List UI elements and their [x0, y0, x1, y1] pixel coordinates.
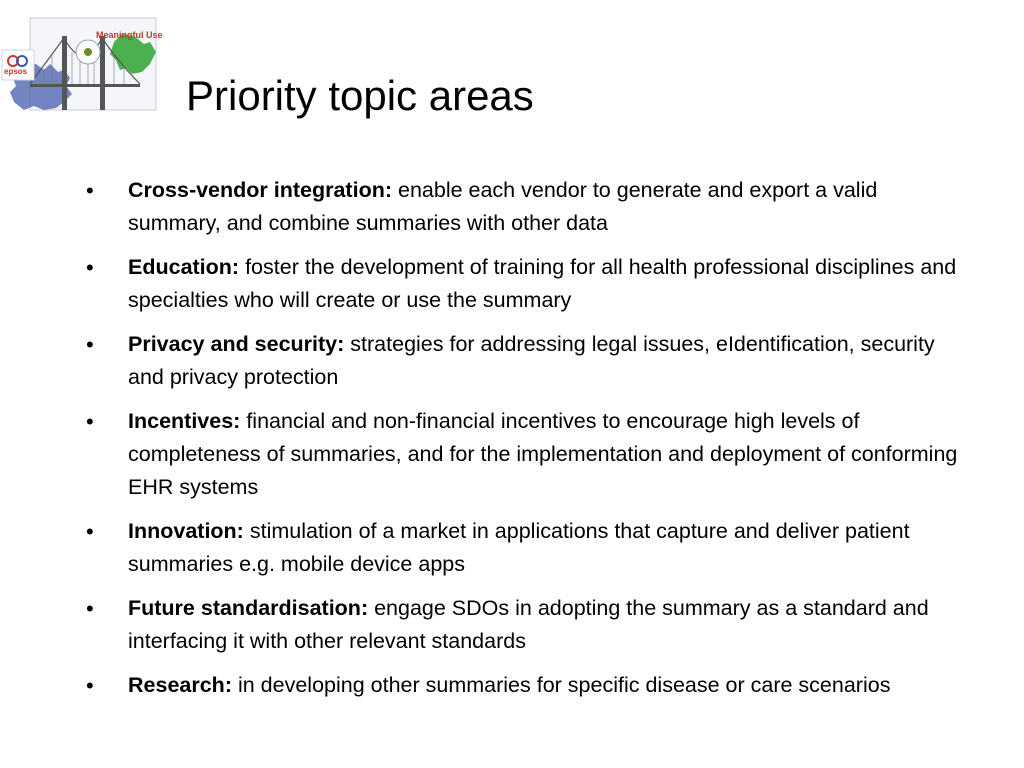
bridge-tower-left [62, 36, 67, 110]
bridge-deck [30, 84, 140, 87]
bullet-text: foster the development of training for all health professional disciplines and specialties who will create or use the summary [128, 255, 957, 312]
bullet-item [0, 592, 958, 658]
bullet-dot-icon: • [86, 409, 94, 434]
slide-title: Priority topic areas [186, 72, 534, 119]
meaningful-use-label: Meaningful Use [96, 30, 163, 40]
epsos-label: epsos [4, 67, 28, 76]
bullet-dot-icon: • [86, 519, 94, 544]
bullet-item [0, 251, 958, 317]
bullet-dot-icon: • [86, 673, 94, 698]
bullet-term: Research: [128, 673, 232, 697]
logo [0, 14, 180, 118]
bridge-tower-right [100, 36, 105, 110]
bullet-item [0, 515, 958, 581]
bullet-item [0, 328, 958, 394]
bullet-dot-icon: • [86, 255, 94, 280]
bullet-text: strategies for addressing legal issues, eIdentification, security and privacy protection [128, 332, 935, 389]
bullet-dot-icon: • [86, 596, 94, 621]
bullet-term: Innovation: [128, 519, 244, 543]
bullet-term: Education: [128, 255, 240, 279]
bullet-term: Incentives: [128, 409, 241, 433]
bullet-term: Cross-vendor integration: [128, 178, 392, 202]
bullet-list [0, 174, 1024, 713]
bullet-text: engage SDOs in adopting the summary as a standard and interfacing it with other relevant standards [128, 596, 929, 653]
bullet-term: Future standardisation: [128, 596, 369, 620]
bullet-item [0, 174, 958, 240]
bullet-item [0, 669, 958, 702]
bullet-dot-icon: • [86, 332, 94, 357]
bullet-dot-icon: • [86, 178, 94, 203]
bullet-text: financial and non-financial incentives to encourage high levels of completeness of summaries, and for the implementation and deployment of conforming EHR systems [128, 409, 958, 499]
bullet-item [0, 405, 958, 504]
bullet-text: enable each vendor to generate and export a valid summary, and combine summaries with other data [128, 178, 878, 235]
bullet-term: Privacy and security: [128, 332, 345, 356]
bullet-text: stimulation of a market in applications that capture and deliver patient summaries e.g. mobile device apps [128, 519, 910, 576]
bullet-text: in developing other summaries for specific disease or care scenarios [237, 673, 891, 697]
